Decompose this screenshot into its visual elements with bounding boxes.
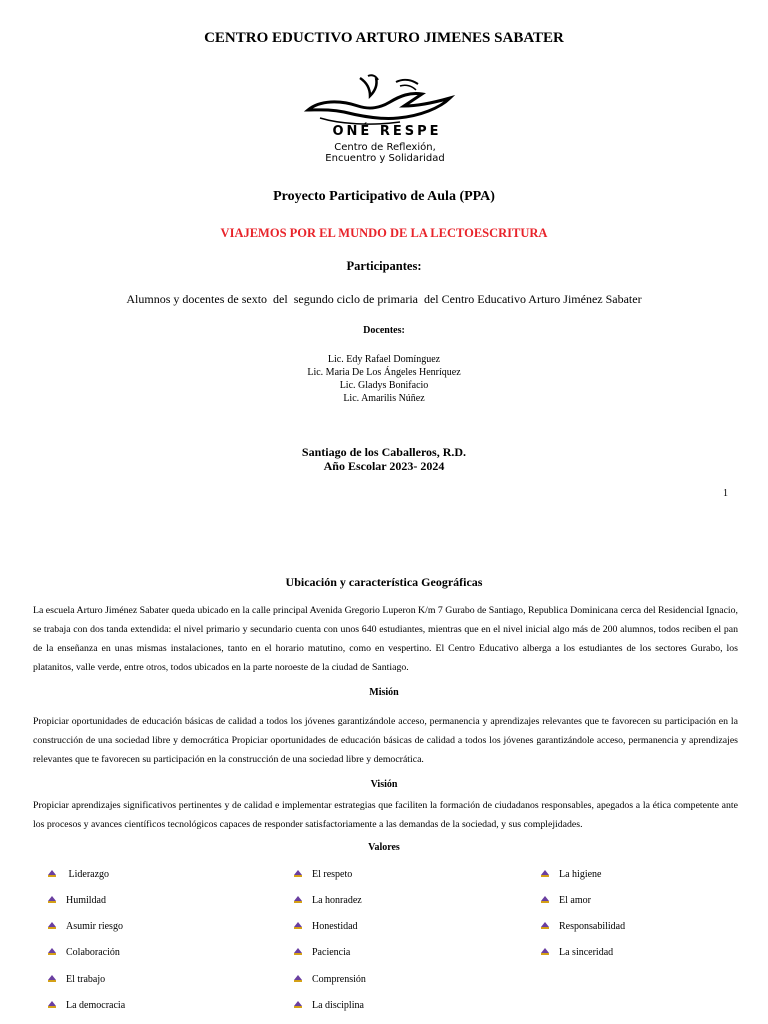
docente-item: Lic. Edy Rafael Domínguez — [327, 354, 441, 365]
valor-label: Comprensión — [312, 974, 366, 985]
bullet-icon — [48, 948, 56, 953]
page-number: 1 — [723, 488, 728, 499]
valor-label: El trabajo — [66, 974, 106, 985]
valor-label: Humildad — [66, 895, 106, 906]
valor-label: Asumir riesgo — [66, 921, 123, 932]
bullet-icon — [294, 896, 302, 901]
docente-item: Lic. Maria De Los Ángeles Henríquez — [307, 367, 461, 378]
valor-item — [294, 946, 350, 960]
valor-label: El respeto — [312, 869, 353, 880]
valor-item — [48, 868, 109, 882]
valor-item — [541, 920, 625, 934]
bullet-icon — [294, 1001, 302, 1006]
bullet-icon — [48, 922, 56, 927]
valor-label: Honestidad — [312, 921, 358, 932]
valor-item — [48, 999, 125, 1013]
ubicacion-text: La escuela Arturo Jiménez Sabater queda ubicado en la calle principal Avenida Gregorio Luperon K/m 7 Gurabo de Santiago, Republica Dominicana cerca del Residencial Ignacio, se trabaja con dos tanda extendida: el nivel primario y secundario cuenta con unos 640 estudiantes, mientras que en el nivel inicial algo más de 200 alumnos, todos reciben el pan de la enseñanza en unas mismas instalaciones, tanto en el horario matutino, como en vespertino. El Centro Educativo alberga a los estudiantes de los sectores Gurabo, los platanitos, valle verde, entre otros, todos ubicados en la parte noroeste de la ciudad de Santiago. — [33, 605, 738, 673]
logo-subtitle-line2: Encuentro y Solidaridad — [325, 153, 445, 164]
bullet-icon — [541, 922, 549, 927]
valor-label: La higiene — [559, 869, 602, 880]
valor-item — [48, 894, 106, 908]
valor-item — [294, 868, 352, 882]
valor-item — [294, 920, 358, 934]
valor-label: Responsabilidad — [559, 921, 626, 932]
valor-label: La democracia — [66, 1000, 126, 1011]
valor-item — [48, 946, 120, 960]
school-year-line: Año Escolar 2023- 2024 — [323, 459, 445, 473]
valor-item — [541, 868, 601, 882]
bullet-icon — [48, 870, 56, 875]
valor-item — [48, 973, 105, 987]
mision-text: Propiciar oportunidades de educación básicas de calidad a todos los jóvenes garantizándole acceso, permanencia y aprendizajes relevantes que te favorecen su participación en la construcción de una sociedad libre y democrática Propiciar oportunidades de educación básicas de calidad a todos los jóvenes garantizándole acceso, permanencia y aprendizajes relevantes que te favorecen su participación en la construcción de una sociedad libre y democrática. — [33, 716, 738, 765]
project-name: VIAJEMOS POR EL MUNDO DE LA LECTOESCRITURA — [220, 226, 548, 240]
valor-label: La disciplina — [312, 1000, 364, 1011]
vision-title: Visión — [370, 779, 398, 790]
valor-item — [541, 946, 613, 960]
mision-title: Misión — [369, 687, 399, 698]
valores-title: Valores — [368, 842, 400, 853]
school-title: CENTRO EDUCTIVO ARTURO JIMENES SABATER — [204, 30, 564, 46]
bullet-icon — [541, 896, 549, 901]
bullet-icon — [541, 948, 549, 953]
project-title: Proyecto Participativo de Aula (PPA) — [273, 189, 495, 204]
vision-text: Propiciar aprendizajes significativos pertinentes y de calidad e implementar estrategias que faciliten la formación de ciudadanos responsables, apegados a la ética competente ante los procesos y avances científicos tecnológicos capaces de responder satisfactoriamente a las demandas de la sociedad, y sus complejidades. — [33, 800, 738, 830]
docente-item: Lic. Amarilis Núñez — [343, 393, 425, 404]
participants-label: Participantes: — [346, 259, 422, 273]
valor-label: El amor — [559, 895, 591, 906]
bullet-icon — [294, 948, 302, 953]
place-line: Santiago de los Caballeros, R.D. — [301, 445, 467, 459]
bullet-icon — [294, 870, 302, 875]
bullet-icon — [541, 870, 549, 875]
valor-label: Colaboración — [66, 947, 120, 958]
bullet-icon — [294, 975, 302, 980]
valor-label: La honradez — [312, 895, 362, 906]
participants-text: Alumnos y docentes de sexto del segundo ciclo de primaria del Centro Educativo Arturo Jiménez Sabater — [126, 292, 642, 306]
logo-subtitle-line1: Centro de Reflexión, — [334, 142, 436, 153]
valor-label: Paciencia — [312, 947, 351, 958]
bullet-icon — [48, 896, 56, 901]
bullet-icon — [48, 1001, 56, 1006]
docente-item: Lic. Gladys Bonifacio — [339, 380, 429, 391]
valor-item — [48, 920, 123, 934]
bullet-icon — [48, 975, 56, 980]
valor-item — [294, 973, 366, 987]
valor-label: La sinceridad — [559, 947, 614, 958]
valor-label: Liderazgo — [66, 869, 110, 880]
docentes-label: Docentes: — [363, 325, 405, 336]
valor-item — [541, 894, 591, 908]
valor-item — [294, 999, 364, 1013]
bullet-icon — [294, 922, 302, 927]
ubicacion-title: Ubicación y característica Geográficas — [285, 575, 483, 589]
logo-name: ONÉ RESPE — [332, 124, 442, 139]
valor-item — [294, 894, 362, 908]
